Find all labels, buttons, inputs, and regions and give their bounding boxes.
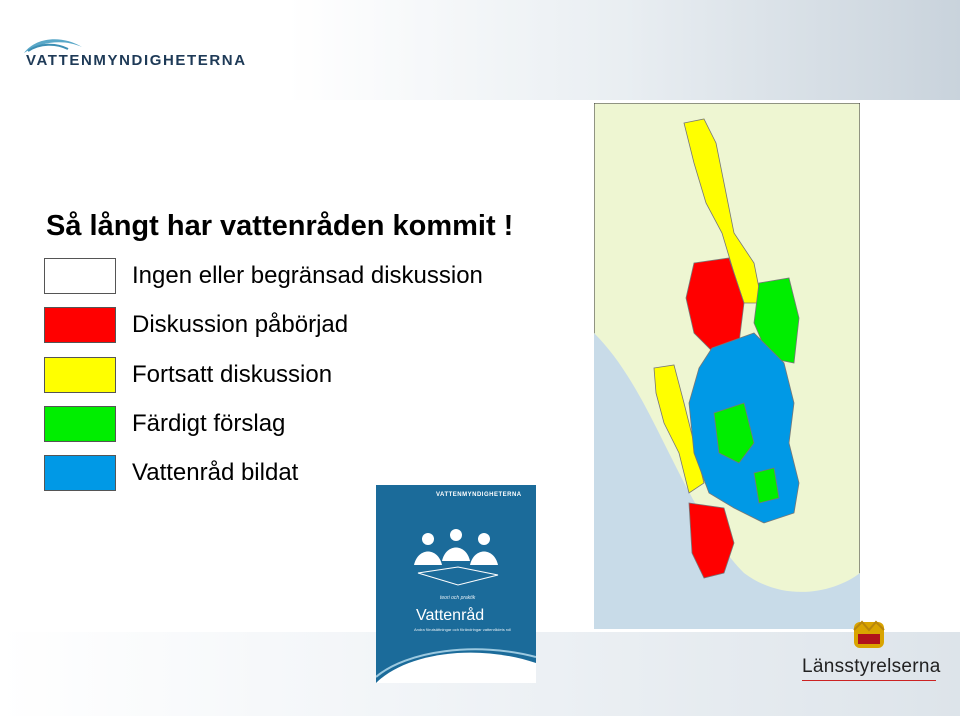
brochure-image — [376, 485, 536, 683]
page-title: Så långt har vattenråden kommit ! — [46, 210, 514, 242]
brochure-swoosh-icon — [376, 643, 536, 683]
brochure-tagline: Andra förutsättningar och förändringar vattenrådets roll — [414, 627, 512, 632]
brochure-title: Vattenråd — [416, 607, 485, 624]
legend-swatch — [44, 357, 116, 393]
brochure-logo: VATTENMYNDIGHETERNA — [436, 492, 522, 498]
legend-swatch — [44, 455, 116, 491]
legend-label: Fortsatt diskussion — [132, 361, 333, 388]
region-green-south — [754, 468, 779, 503]
logo-text: VATTENMYNDIGHETERNA — [26, 52, 247, 69]
legend-label: Diskussion påbörjad — [132, 311, 349, 338]
people-illustration-icon — [398, 525, 518, 595]
legend-label: Färdigt förslag — [132, 410, 286, 437]
legend-label: Ingen eller begränsad diskussion — [132, 262, 483, 289]
legend-swatch — [44, 406, 116, 442]
lansstyrelserna-text: Länsstyrelserna — [802, 656, 941, 677]
brochure-subtitle: teori och praktik — [440, 595, 476, 601]
legend-swatch — [44, 258, 116, 294]
region-map — [594, 103, 860, 629]
legend-label: Vattenråd bildat — [132, 459, 299, 486]
legend-swatch — [44, 307, 116, 343]
